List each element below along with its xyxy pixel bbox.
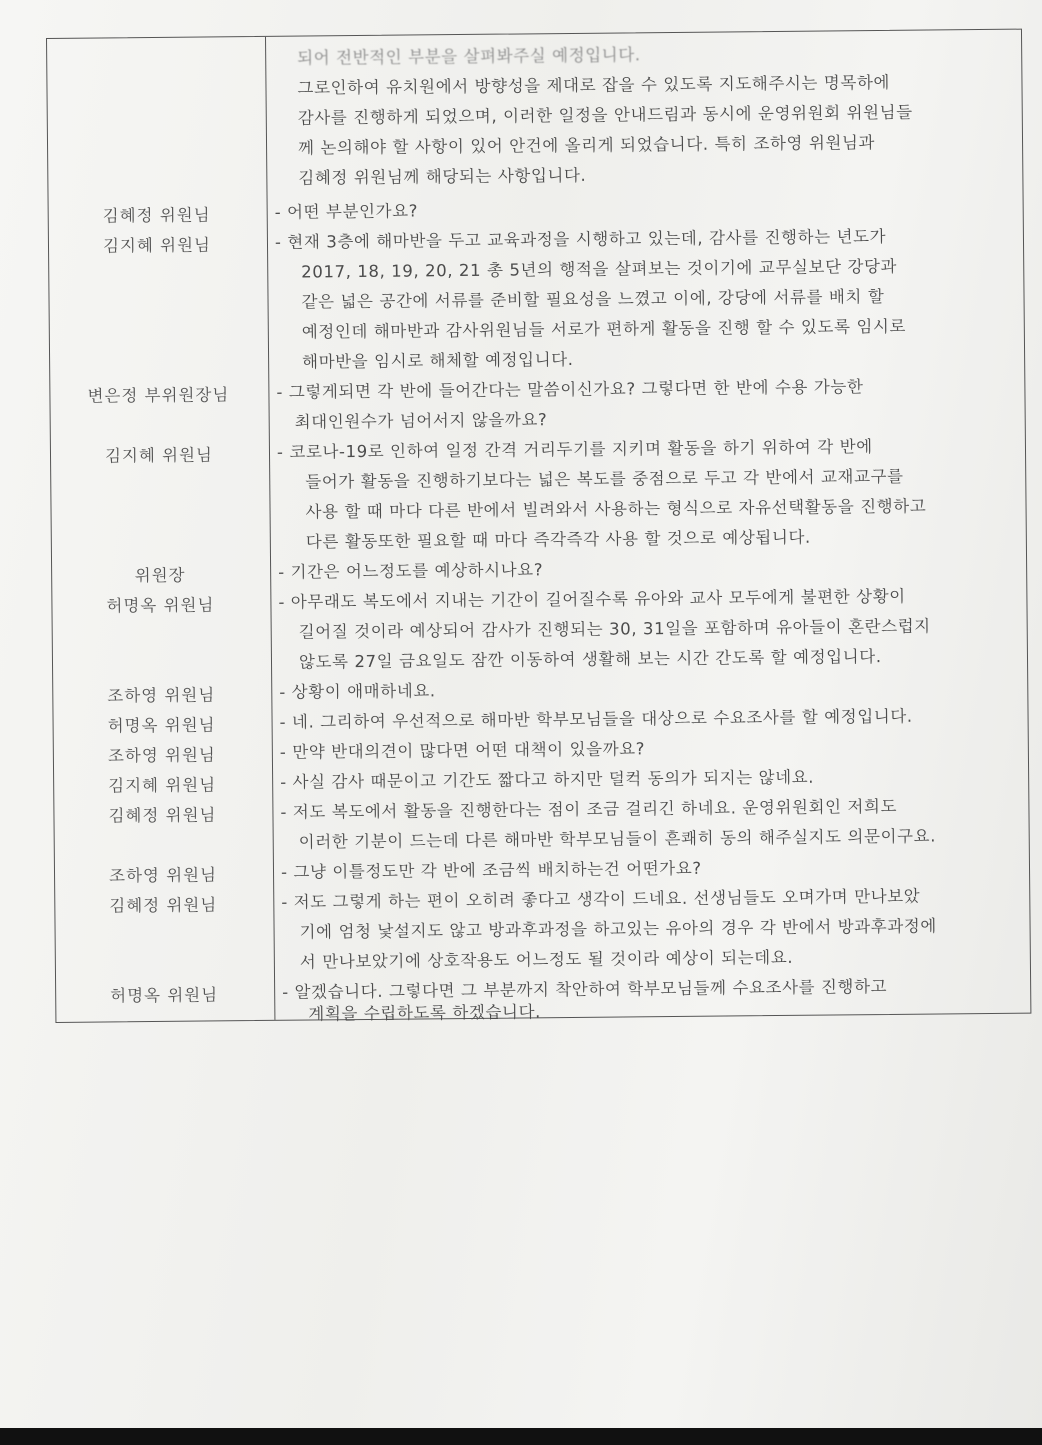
content-line: 해마반을 임시로 해체할 예정입니다. — [302, 349, 574, 372]
content-line: 예정인데 해마반과 감사위원님들 서로가 편하게 활동을 진행 할 수 있도록 임시로 — [301, 316, 907, 342]
content-line: 사용 할 때 마다 다른 반에서 빌려와서 사용하는 형식으로 자유선택활동을 진행하고 — [305, 496, 927, 522]
speaker-label: 김지혜 위원님 — [104, 445, 214, 466]
content-line: - 저도 그렇게 하는 편이 오히려 좋다고 생각이 드네요. 선생님들도 오며가며 만나보았 — [281, 886, 921, 912]
speaker-label: 김혜정 위원님 — [102, 205, 211, 226]
content-line: 들어가 활동을 진행하기보다는 넓은 복도를 중점으로 두고 각 반에서 교재교구를 — [305, 466, 904, 492]
content-line: - 코로나-19로 인하여 일정 간격 거리두기를 지키며 활동을 하기 위하여 각 반에 — [276, 437, 873, 462]
content-line: - 기간은 어느정도를 예상하시나요? — [278, 560, 544, 582]
content-line: - 어떤 부분인가요? — [274, 201, 419, 222]
content-line: 이러한 기분이 드는데 다른 해마반 학부모님들이 흔쾌히 동의 해주실지도 의문이구요. — [298, 826, 937, 852]
content-line: - 네. 그리하여 우선적으로 해마반 학부모님들을 대상으로 수요조사를 할 예정입니다. — [279, 706, 913, 732]
speaker-label: 조하영 위원님 — [109, 865, 218, 886]
content-line: 께 논의해야 할 사항이 있어 안건에 올리게 되었습니다. 특히 조하영 위원님과 — [297, 133, 876, 158]
content-line: - 상황이 애매하네요. — [279, 681, 436, 702]
speaker-label: 김혜정 위원님 — [109, 895, 218, 916]
content-line: 2017, 18, 19, 20, 21 총 5년의 행적을 살펴보는 것이기에 교무실보단 강당과 — [301, 256, 898, 282]
content-line: 길어질 것이라 예상되어 감사가 진행되는 30, 31일을 포함하며 유아들이 혼란스럽지 — [298, 616, 931, 642]
speaker-label: 변은정 부위원장님 — [87, 385, 230, 406]
content-line: 감사를 진행하게 되었으며, 이러한 일정을 안내드림과 동시에 운영위원회 위원님들 — [297, 102, 913, 128]
content-line: - 그냥 이틀정도만 각 반에 조금씩 배치하는건 어떤가요? — [280, 858, 702, 882]
content-line: - 그렇게되면 각 반에 들어간다는 말씀이신가요? 그렇다면 한 반에 수용 가능한 — [276, 377, 864, 402]
speaker-label: 김지혜 위원님 — [102, 235, 212, 256]
speaker-label: 허명옥 위원님 — [107, 715, 216, 736]
content-line: 기에 엄청 낯설지도 않고 방과후과정을 하고있는 유아의 경우 각 반에서 방과후과정에 — [299, 916, 937, 942]
content-line: 최대인원수가 넘어서지 않을까요? — [294, 410, 548, 432]
content-line: - 사실 감사 때문이고 기간도 짧다고 하지만 덜컥 동의가 되지는 않네요. — [280, 767, 815, 792]
minutes-table — [46, 29, 1031, 1023]
column-divider — [265, 37, 275, 1020]
content-line: - 아무래도 복도에서 지내는 기간이 길어질수록 유아와 교사 모두에게 불편한 상황이 — [278, 586, 906, 612]
content-line: 계획을 수립하도록 하겠습니다. — [308, 1002, 542, 1024]
speaker-label: 허명옥 위원님 — [110, 985, 219, 1006]
content-line: 그로인하여 유치원에서 방향성을 제대로 잡을 수 있도록 지도해주시는 명목하에 — [297, 72, 891, 98]
content-line: - 만약 반대의견이 많다면 어떤 대책이 있을까요? — [279, 739, 646, 762]
content-line: 않도록 27일 금요일도 잠깐 이동하여 생활해 보는 시간 간도록 할 예정입니다. — [298, 647, 882, 672]
speaker-label: 조하영 위원님 — [107, 685, 216, 706]
speaker-label: 허명옥 위원님 — [106, 595, 215, 616]
speaker-label: 김지혜 위원님 — [108, 775, 217, 796]
speaker-label: 김혜정 위원님 — [108, 805, 217, 826]
content-line: 되어 전반적인 부분을 살펴봐주실 예정입니다. — [297, 45, 641, 68]
content-line: 다른 활동또한 필요할 때 마다 즉각즉각 사용 할 것으로 예상됩니다. — [305, 527, 811, 552]
speaker-label: 위원장 — [134, 565, 186, 586]
content-line: - 현재 3층에 해마반을 두고 교육과정을 시행하고 있는데, 감사를 진행하는 년도가 — [274, 226, 887, 252]
speaker-label: 조하영 위원님 — [107, 745, 216, 766]
scan-bottom-edge — [0, 1428, 1042, 1445]
content-line: - 알겠습니다. 그렇다면 그 부분까지 착안하여 학부모님들께 수요조사를 진행하고 — [282, 976, 888, 1002]
content-line: - 저도 복도에서 활동을 진행한다는 점이 조금 걸리긴 하네요. 운영위원회인 저희도 — [280, 796, 898, 822]
content-line: 김혜정 위원님께 해당되는 사항입니다. — [298, 165, 587, 188]
content-line: 서 만나보았기에 상호작용도 어느정도 될 것이라 예상이 되는데요. — [299, 947, 794, 972]
content-line: 같은 넓은 공간에 서류를 준비할 필요성을 느꼈고 이에, 강당에 서류를 배치 할 — [301, 286, 885, 312]
